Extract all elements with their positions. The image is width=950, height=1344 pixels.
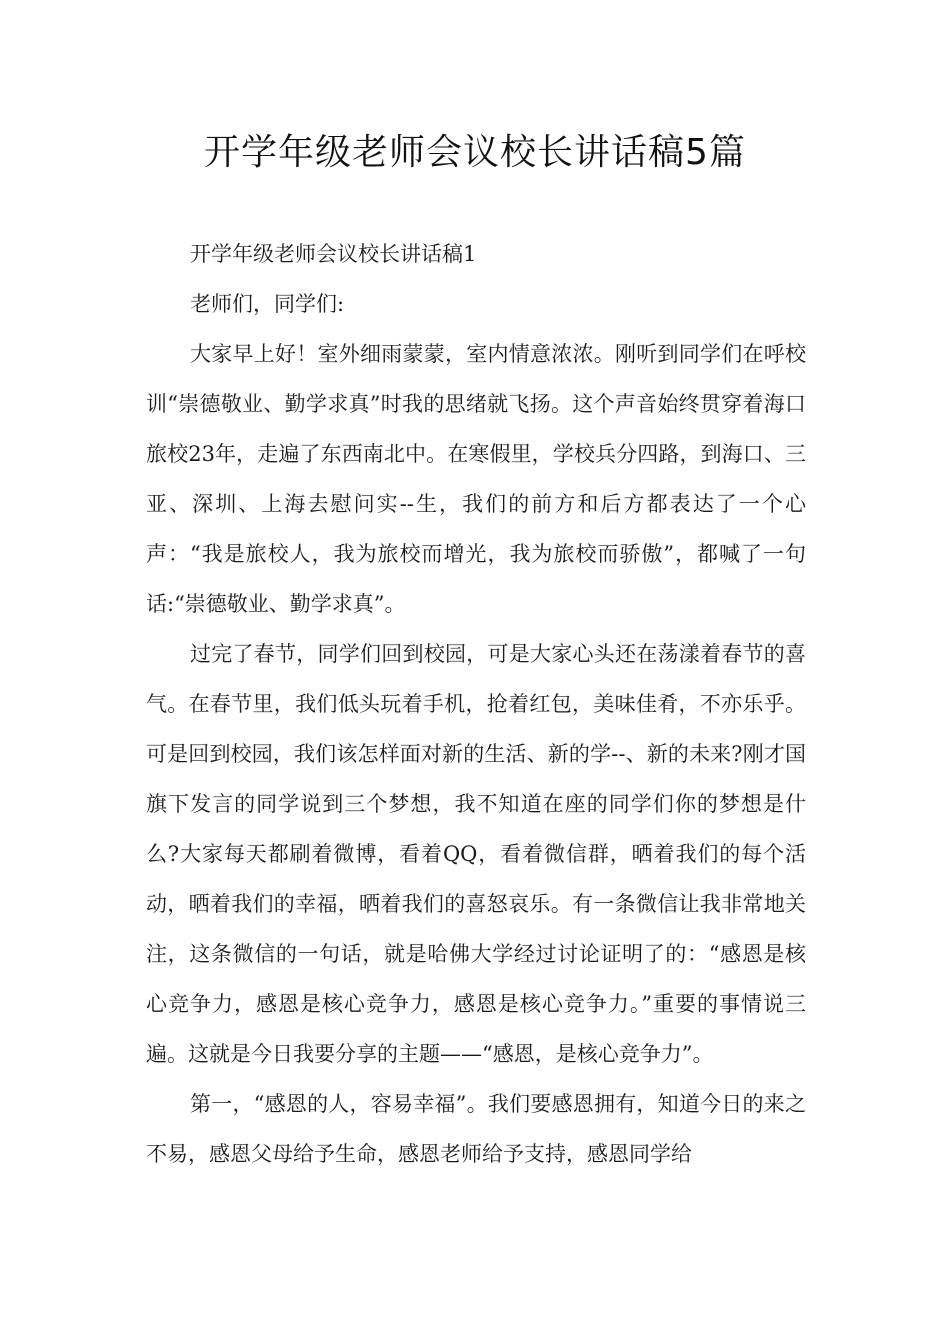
document-title: 开学年级老师会议校长讲话稿5篇 bbox=[204, 132, 746, 173]
body-paragraph: 大家早上好！室外细雨蒙蒙，室内情意浓浓。刚听到同学们在呼校训“崇德敬业、勤学求真”时我的思绪就飞扬。这个声音始终贯穿着海口旅校23年，走遍了东西南北中。在寒假里，学校兵分四路，到海口、三亚、深圳、上海去慰问实--生，我们的前方和后方都表达了一个心声：“我是旅校人，我为旅校而增光，我为旅校而骄傲”，都喊了一句话:“崇德敬业、勤学求真”。 bbox=[146, 342, 806, 616]
document-body bbox=[146, 229, 806, 1179]
body-paragraph: 第一，“感恩的人，容易幸福”。我们要感恩拥有，知道今日的来之不易，感恩父母给予生命，感恩老师给予支持，感恩同学给 bbox=[146, 1092, 806, 1166]
salutation: 老师们，同学们: bbox=[190, 292, 345, 316]
section-heading: 开学年级老师会议校长讲话稿1 bbox=[190, 242, 477, 266]
body-paragraph: 过完了春节，同学们回到校园，可是大家心头还在荡漾着春节的喜气。在春节里，我们低头玩着手机，抢着红包，美味佳肴，不亦乐乎。可是回到校园，我们该怎样面对新的生活、新的学--、新的未来?刚才国旗下发言的同学说到三个梦想，我不知道在座的同学们你的梦想是什么?大家每天都刷着微博，看着QQ，看着微信群，晒着我们的每个活动，晒着我们的幸福，晒着我们的喜怒哀乐。有一条微信让我非常地关注，这条微信的一句话，就是哈佛大学经过讨论证明了的：“感恩是核心竞争力，感恩是核心竞争力，感恩是核心竞争力。”重要的事情说三遍。这就是今日我要分享的主题——“感恩，是核心竞争力”。 bbox=[146, 642, 806, 1066]
